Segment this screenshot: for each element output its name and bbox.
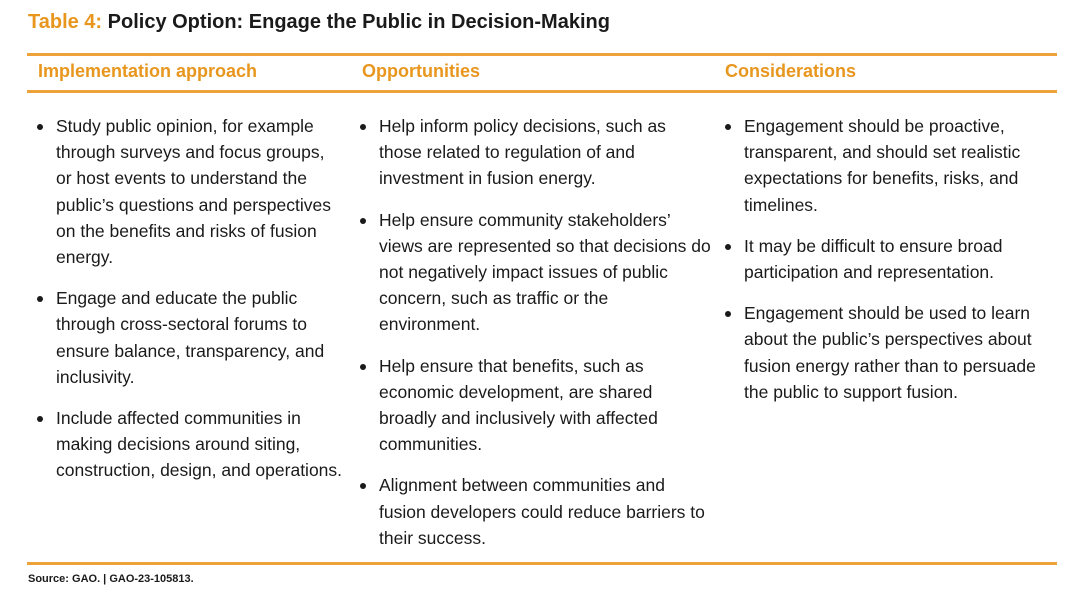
bullet-icon bbox=[725, 244, 731, 250]
list-item-text: Engagement should be proactive, transparent, and should set realistic expectations for benefits, risks, and timelines. bbox=[744, 116, 1021, 215]
bullet-icon bbox=[360, 364, 366, 370]
list-item-text: Help ensure community stakeholders’ views are represented so that decisions do not negatively impact issues of public concern, such as traffic or the environment. bbox=[379, 209, 711, 335]
column-considerations bbox=[722, 113, 1057, 420]
bullet-icon bbox=[360, 218, 366, 224]
bottom-rule bbox=[27, 562, 1057, 565]
header-rule bbox=[27, 90, 1057, 93]
list-item bbox=[722, 233, 1057, 285]
list-item bbox=[722, 113, 1057, 218]
table-number: Table 4: bbox=[28, 11, 103, 33]
column-header-opportunities: Opportunities bbox=[362, 61, 480, 81]
table-title bbox=[28, 11, 610, 34]
list-item-text: It may be difficult to ensure broad participation and representation. bbox=[744, 235, 1003, 283]
table-title-text: Policy Option: Engage the Public in Decision-Making bbox=[107, 11, 610, 33]
list-item bbox=[34, 113, 344, 270]
bullet-icon bbox=[725, 124, 731, 130]
list-item-text: Help inform policy decisions, such as those related to regulation of and investment in fusion energy. bbox=[379, 116, 666, 189]
list-item-text: Help ensure that benefits, such as economic development, are shared broadly and inclusively with affected communities. bbox=[379, 355, 658, 455]
list-item bbox=[34, 285, 344, 390]
bullet-icon bbox=[725, 311, 731, 317]
source-note: Source: GAO. | GAO-23-105813. bbox=[28, 573, 194, 585]
list-item bbox=[357, 113, 712, 192]
column-implementation bbox=[34, 113, 344, 499]
bullet-icon bbox=[360, 124, 366, 130]
list-item bbox=[357, 472, 712, 551]
list-item bbox=[34, 405, 344, 484]
bullet-icon bbox=[37, 296, 43, 302]
list-item-text: Engagement should be used to learn about the public’s perspectives about fusion energy rather than to persuade the public to support fusion. bbox=[744, 303, 1036, 402]
bullet-icon bbox=[360, 483, 366, 489]
list-item bbox=[722, 300, 1057, 405]
bullet-icon bbox=[37, 124, 43, 130]
column-opportunities bbox=[357, 113, 712, 566]
list-item bbox=[357, 353, 712, 458]
column-header-considerations: Considerations bbox=[725, 61, 857, 81]
list-item-text: Include affected communities in making decisions around siting, construction, design, and operations. bbox=[56, 408, 343, 481]
list-item-text: Study public opinion, for example through surveys and focus groups, or host events to understand the public’s questions and perspectives on the benefits and risks of fusion energy. bbox=[56, 116, 331, 268]
column-header-implementation: Implementation approach bbox=[38, 61, 258, 81]
top-rule bbox=[27, 53, 1057, 56]
list-item-text: Engage and educate the public through cross-sectoral forums to ensure balance, transparency, and inclusivity. bbox=[56, 288, 325, 387]
list-item bbox=[357, 207, 712, 338]
list-item-text: Alignment between communities and fusion developers could reduce barriers to their success. bbox=[379, 475, 705, 548]
bullet-icon bbox=[37, 416, 43, 422]
